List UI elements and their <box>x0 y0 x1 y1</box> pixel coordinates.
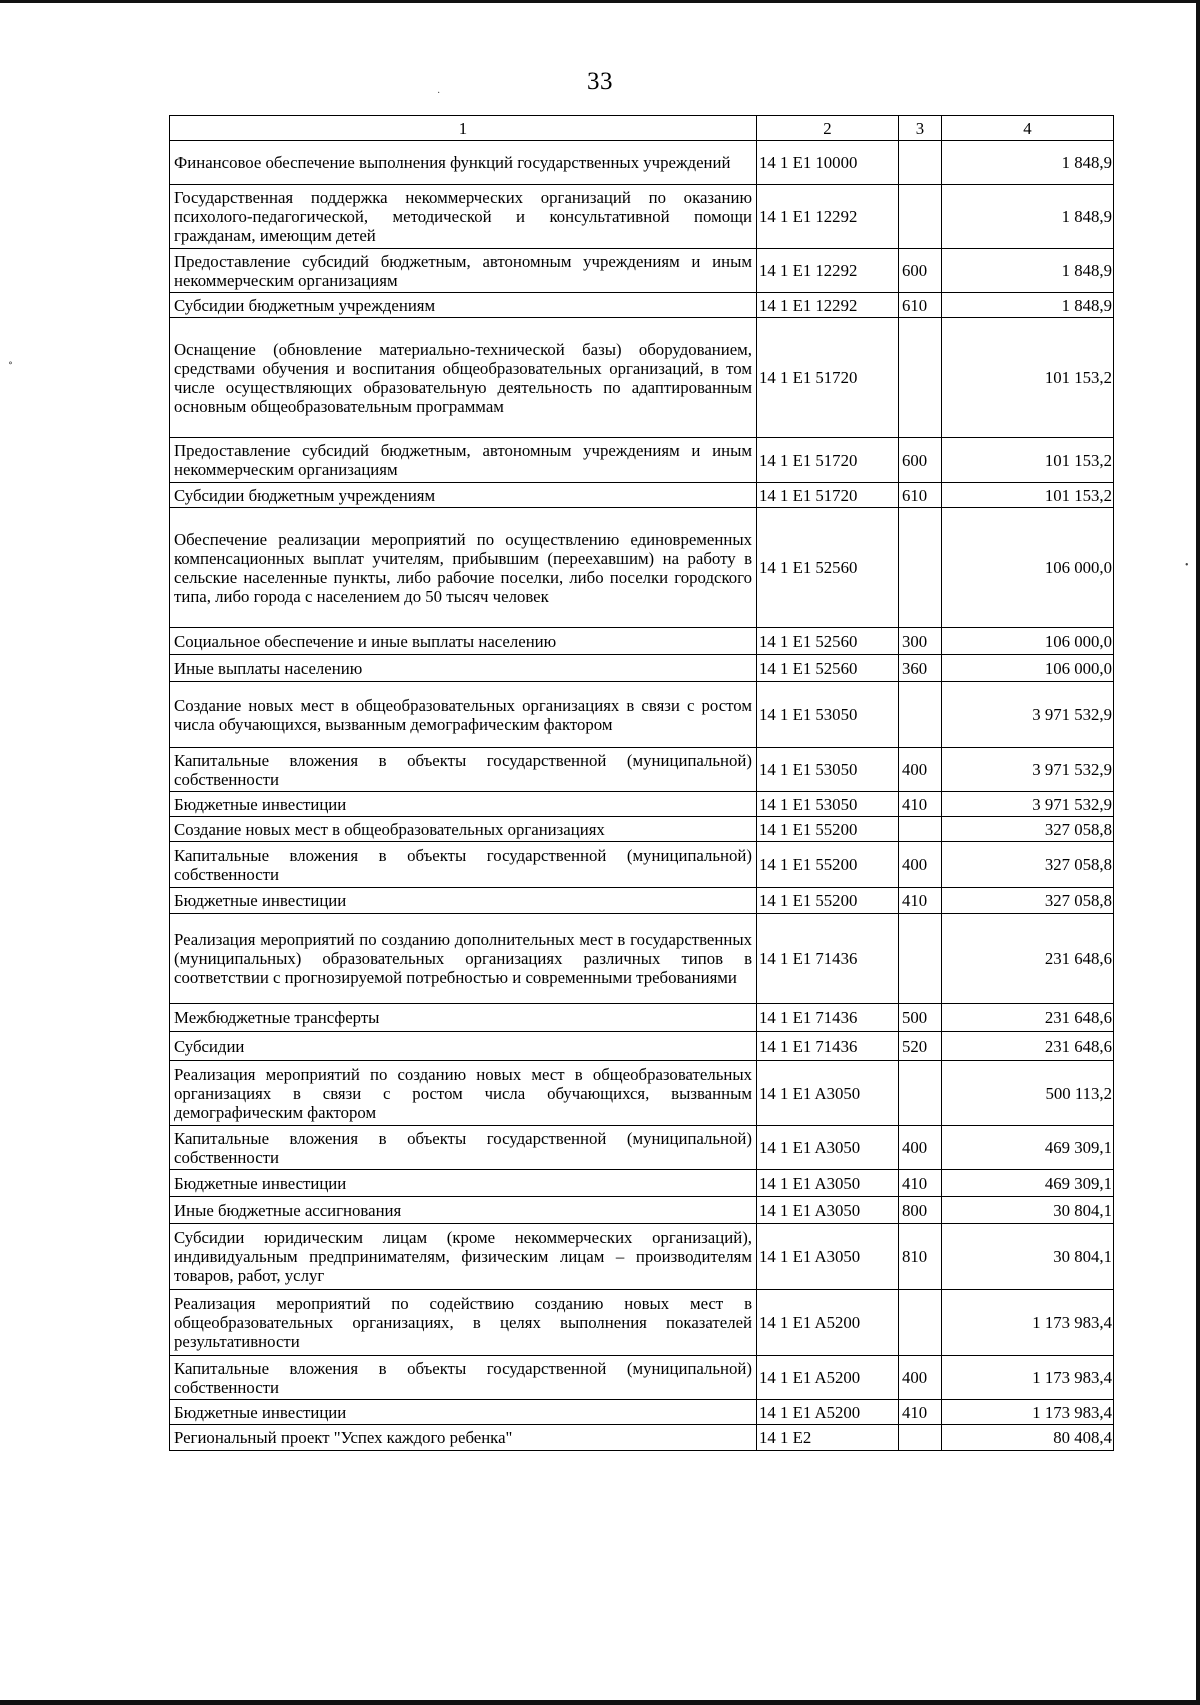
row-amount: 1 848,9 <box>942 293 1114 318</box>
row-code: 14 1 E1 12292 <box>757 249 899 293</box>
table-row <box>170 1170 1114 1197</box>
row-type: 400 <box>899 748 942 792</box>
column-header-name: 1 <box>170 116 757 141</box>
row-code: 14 1 E1 52560 <box>757 628 899 655</box>
row-type: 410 <box>899 1400 942 1425</box>
row-name: Бюджетные инвестиции <box>170 1170 757 1197</box>
row-amount: 1 173 983,4 <box>942 1356 1114 1400</box>
row-code: 14 1 E1 71436 <box>757 914 899 1004</box>
row-amount: 327 058,8 <box>942 842 1114 888</box>
row-code: 14 1 E1 52560 <box>757 508 899 628</box>
table-row <box>170 185 1114 249</box>
page-number: 33 <box>587 68 613 95</box>
row-type: 810 <box>899 1224 942 1290</box>
row-amount: 231 648,6 <box>942 1032 1114 1061</box>
row-code: 14 1 E1 55200 <box>757 888 899 914</box>
row-amount: 1 848,9 <box>942 249 1114 293</box>
row-name: Бюджетные инвестиции <box>170 792 757 817</box>
row-amount: 231 648,6 <box>942 1004 1114 1032</box>
row-name: Иные бюджетные ассигнования <box>170 1197 757 1224</box>
table-row <box>170 1032 1114 1061</box>
scan-speck: ∘ <box>8 358 13 369</box>
column-header-type: 3 <box>899 116 942 141</box>
row-amount: 101 153,2 <box>942 318 1114 438</box>
row-type: 400 <box>899 842 942 888</box>
table-row <box>170 682 1114 748</box>
table-row <box>170 318 1114 438</box>
row-type: 410 <box>899 888 942 914</box>
row-code: 14 1 E1 53050 <box>757 748 899 792</box>
table-row <box>170 249 1114 293</box>
table-row <box>170 1061 1114 1126</box>
scan-frame-top-edge <box>0 0 1200 3</box>
table-row <box>170 438 1114 483</box>
table-row <box>170 1197 1114 1224</box>
row-amount: 1 848,9 <box>942 185 1114 249</box>
row-type <box>899 1425 942 1451</box>
row-name: Капитальные вложения в объекты государственной (муниципальной) собственности <box>170 748 757 792</box>
row-code: 14 1 E1 51720 <box>757 483 899 508</box>
row-amount: 106 000,0 <box>942 655 1114 682</box>
row-code: 14 1 E1 51720 <box>757 318 899 438</box>
scan-speck: · <box>437 88 441 99</box>
row-name: Субсидии юридическим лицам (кроме некоммерческих организаций), индивидуальным предпринимателям, физическим лицам – производителям товаров, работ, услуг <box>170 1224 757 1290</box>
row-name: Создание новых мест в общеобразовательных организациях <box>170 817 757 842</box>
row-type: 410 <box>899 792 942 817</box>
row-type: 400 <box>899 1356 942 1400</box>
table-row <box>170 1224 1114 1290</box>
row-code: 14 1 E1 12292 <box>757 293 899 318</box>
row-name: Бюджетные инвестиции <box>170 888 757 914</box>
row-type: 500 <box>899 1004 942 1032</box>
row-name: Капитальные вложения в объекты государственной (муниципальной) собственности <box>170 1356 757 1400</box>
table-row <box>170 842 1114 888</box>
row-type <box>899 817 942 842</box>
row-code: 14 1 E1 71436 <box>757 1004 899 1032</box>
column-header-code: 2 <box>757 116 899 141</box>
row-type: 520 <box>899 1032 942 1061</box>
row-code: 14 1 E1 55200 <box>757 842 899 888</box>
row-code: 14 1 E1 A5200 <box>757 1290 899 1356</box>
row-name: Государственная поддержка некоммерческих организаций по оказанию психолого-педагогической, методической и консультативной помощи гражданам, имеющим детей <box>170 185 757 249</box>
row-amount: 101 153,2 <box>942 483 1114 508</box>
row-type: 800 <box>899 1197 942 1224</box>
row-type <box>899 1061 942 1126</box>
row-code: 14 1 E1 A3050 <box>757 1170 899 1197</box>
row-name: Субсидии бюджетным учреждениям <box>170 293 757 318</box>
row-type <box>899 185 942 249</box>
table-row <box>170 817 1114 842</box>
row-name: Субсидии <box>170 1032 757 1061</box>
row-type: 600 <box>899 438 942 483</box>
row-type <box>899 141 942 185</box>
row-code: 14 1 E1 71436 <box>757 1032 899 1061</box>
row-name: Социальное обеспечение и иные выплаты населению <box>170 628 757 655</box>
row-name: Субсидии бюджетным учреждениям <box>170 483 757 508</box>
row-name: Капитальные вложения в объекты государственной (муниципальной) собственности <box>170 1126 757 1170</box>
row-name: Создание новых мест в общеобразовательных организациях в связи с ростом числа обучающихся, вызванным демографическим фактором <box>170 682 757 748</box>
row-type: 400 <box>899 1126 942 1170</box>
table-row <box>170 508 1114 628</box>
column-header-amount: 4 <box>942 116 1114 141</box>
row-amount: 1 173 983,4 <box>942 1290 1114 1356</box>
row-code: 14 1 E1 A3050 <box>757 1224 899 1290</box>
row-name: Бюджетные инвестиции <box>170 1400 757 1425</box>
row-name: Реализация мероприятий по созданию дополнительных мест в государственных (муниципальных) образовательных организациях различных типов в соответствии с прогнозируемой потребностью и современными требованиями <box>170 914 757 1004</box>
row-code: 14 1 E1 53050 <box>757 792 899 817</box>
table-row <box>170 655 1114 682</box>
row-name: Иные выплаты населению <box>170 655 757 682</box>
table-row <box>170 748 1114 792</box>
table-row <box>170 293 1114 318</box>
row-amount: 30 804,1 <box>942 1224 1114 1290</box>
row-name: Предоставление субсидий бюджетным, автономным учреждениям и иным некоммерческим организациям <box>170 249 757 293</box>
row-amount: 3 971 532,9 <box>942 682 1114 748</box>
row-name: Обеспечение реализации мероприятий по осуществлению единовременных компенсационных выплат учителям, прибывшим (переехавшим) на работу в сельские населенные пункты, либо рабочие поселки, либо поселки городского типа, либо города с населением до 50 тысяч человек <box>170 508 757 628</box>
row-name: Оснащение (обновление материально-технической базы) оборудованием, средствами обучения и воспитания общеобразовательных организаций, в том числе осуществляющих образовательную деятельность по адаптированным основным общеобразовательным программам <box>170 318 757 438</box>
table-row <box>170 914 1114 1004</box>
row-amount: 1 173 983,4 <box>942 1400 1114 1425</box>
row-name: Финансовое обеспечение выполнения функций государственных учреждений <box>170 141 757 185</box>
row-code: 14 1 E1 12292 <box>757 185 899 249</box>
table-row <box>170 888 1114 914</box>
row-amount: 327 058,8 <box>942 888 1114 914</box>
row-type: 360 <box>899 655 942 682</box>
table-row <box>170 1004 1114 1032</box>
table-row <box>170 1400 1114 1425</box>
row-amount: 327 058,8 <box>942 817 1114 842</box>
row-code: 14 1 E2 <box>757 1425 899 1451</box>
row-amount: 106 000,0 <box>942 508 1114 628</box>
row-type <box>899 508 942 628</box>
row-amount: 101 153,2 <box>942 438 1114 483</box>
table-row <box>170 1126 1114 1170</box>
table-row <box>170 1356 1114 1400</box>
row-amount: 30 804,1 <box>942 1197 1114 1224</box>
row-type <box>899 318 942 438</box>
row-code: 14 1 E1 55200 <box>757 817 899 842</box>
row-amount: 3 971 532,9 <box>942 792 1114 817</box>
row-amount: 80 408,4 <box>942 1425 1114 1451</box>
row-code: 14 1 E1 A5200 <box>757 1400 899 1425</box>
row-code: 14 1 E1 51720 <box>757 438 899 483</box>
row-code: 14 1 E1 A3050 <box>757 1197 899 1224</box>
scan-frame-bottom-edge <box>0 1700 1200 1705</box>
row-name: Реализация мероприятий по содействию созданию новых мест в общеобразовательных организациях, в целях выполнения показателей результативности <box>170 1290 757 1356</box>
row-name: Межбюджетные трансферты <box>170 1004 757 1032</box>
table-row <box>170 1425 1114 1451</box>
row-amount: 500 113,2 <box>942 1061 1114 1126</box>
table-row <box>170 141 1114 185</box>
row-name: Капитальные вложения в объекты государственной (муниципальной) собственности <box>170 842 757 888</box>
row-name: Реализация мероприятий по созданию новых мест в общеобразовательных организациях в связи с ростом числа обучающихся, вызванным демографическим фактором <box>170 1061 757 1126</box>
row-code: 14 1 E1 10000 <box>757 141 899 185</box>
scan-speck: • <box>1185 560 1189 571</box>
table-row <box>170 628 1114 655</box>
scan-frame-right-edge <box>1196 0 1200 1705</box>
row-code: 14 1 E1 53050 <box>757 682 899 748</box>
table-row <box>170 792 1114 817</box>
row-type: 300 <box>899 628 942 655</box>
row-type: 600 <box>899 249 942 293</box>
row-name: Региональный проект "Успех каждого ребенка" <box>170 1425 757 1451</box>
row-type: 410 <box>899 1170 942 1197</box>
row-code: 14 1 E1 A3050 <box>757 1126 899 1170</box>
row-type: 610 <box>899 483 942 508</box>
table-row <box>170 1290 1114 1356</box>
table-row <box>170 483 1114 508</box>
row-amount: 3 971 532,9 <box>942 748 1114 792</box>
row-amount: 469 309,1 <box>942 1126 1114 1170</box>
row-type <box>899 914 942 1004</box>
budget-allocation-table <box>169 115 1114 1451</box>
row-code: 14 1 E1 A3050 <box>757 1061 899 1126</box>
table-header-row <box>170 116 1114 141</box>
row-amount: 469 309,1 <box>942 1170 1114 1197</box>
row-code: 14 1 E1 52560 <box>757 655 899 682</box>
row-amount: 106 000,0 <box>942 628 1114 655</box>
row-name: Предоставление субсидий бюджетным, автономным учреждениям и иным некоммерческим организациям <box>170 438 757 483</box>
row-type <box>899 1290 942 1356</box>
row-amount: 231 648,6 <box>942 914 1114 1004</box>
row-code: 14 1 E1 A5200 <box>757 1356 899 1400</box>
row-type <box>899 682 942 748</box>
row-amount: 1 848,9 <box>942 141 1114 185</box>
row-type: 610 <box>899 293 942 318</box>
